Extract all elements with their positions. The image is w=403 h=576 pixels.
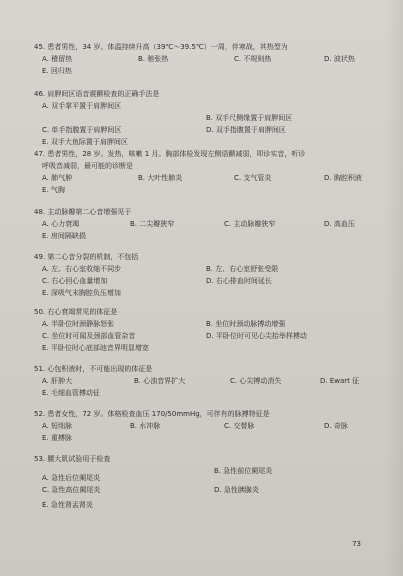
option-a: A. 肝肿大 [42, 377, 73, 385]
option-e: E. 平卧位时心底部池音界明显增宽 [42, 344, 149, 352]
question-46 [34, 88, 386, 148]
option-d: D. 奇脉 [324, 422, 348, 430]
option-c: C. 不规则热 [234, 55, 272, 63]
question-48 [34, 206, 386, 242]
option-b: B. 二尖瓣狭窄 [130, 220, 175, 228]
option-d: D. 胸腔积液 [324, 174, 362, 182]
question-51 [34, 363, 386, 399]
option-a: A. 双手掌平置于肩胛间区 [42, 102, 122, 110]
option-b: B. 坐位时颈动脉搏动增强 [206, 320, 286, 328]
option-c: C. 心尖搏动消失 [230, 377, 282, 385]
option-a: A. 短绌脉 [42, 422, 73, 430]
page-number: 73 [352, 540, 361, 548]
question-stem: 45. 患者男性，34 岁。体温持续升高（39℃～39.5℃）一周，伴寒战，其热型为 [34, 43, 288, 51]
question-stem: 47. 患者男性，28 岁。发热，咳嗽 1 月。胸部体检发现左侧语颤减弱，叩诊实音，听诊 [34, 150, 306, 158]
option-e: E. 双手大鱼际置于肩胛间区 [42, 138, 128, 146]
option-b: B. 水冲脉 [130, 422, 161, 430]
option-b: B. 大叶性肺炎 [138, 174, 183, 182]
option-e: E. 急性肾盂肾炎 [42, 501, 93, 509]
question-52 [34, 408, 386, 444]
option-c: C. 坐位时可闻及颈部血管杂音 [42, 332, 136, 340]
question-50 [34, 306, 386, 354]
option-e: E. 重搏脉 [42, 434, 72, 442]
option-e: E. 回归热 [42, 67, 72, 75]
question-49 [34, 251, 386, 299]
question-45 [34, 41, 386, 77]
option-d: D. 高血压 [324, 220, 355, 228]
option-d: D. 双手指腹置于肩胛间区 [206, 126, 286, 134]
option-c: C. 右心回心血量增加 [42, 277, 108, 285]
option-d: D. 急性胰腺炎 [214, 486, 259, 494]
option-d: D. 平卧位时可见心尖抬举样搏动 [206, 332, 307, 340]
question-stem: 53. 腰大肌试验用于检查 [34, 455, 111, 463]
option-d: D. 波状热 [324, 55, 355, 63]
option-d: D. 右心排血时间延长 [206, 277, 272, 285]
question-stem: 52. 患者女性，72 岁。体格检查血压 170/50mmHg，可伴有的脉搏特征是 [34, 410, 270, 418]
option-a: A. 心力衰竭 [42, 220, 80, 228]
option-e: E. 气胸 [42, 186, 65, 194]
question-stem: 48. 主动脉瓣第二心音增强见于 [34, 208, 132, 216]
option-b: B. 左、右心室舒张受限 [206, 265, 279, 273]
option-b: B. 急性前位阑尾炎 [214, 467, 273, 475]
page-edge-shadow [385, 0, 403, 576]
option-a: A. 急性后位阑尾炎 [42, 474, 101, 482]
option-e: E. 毛细血管搏动征 [42, 389, 100, 397]
option-b: B. 驰张热 [138, 55, 169, 63]
option-a: A. 半卧位时颈静脉怒张 [42, 320, 115, 328]
question-stem: 46. 肩胛间区语音震颤检查的正确手法是 [34, 90, 160, 98]
option-a: A. 肺气肿 [42, 174, 73, 182]
question-47 [34, 148, 386, 196]
question-stem: 50. 右心衰竭常见的体征是 [34, 308, 118, 316]
option-e: E. 房间隔缺损 [42, 232, 86, 240]
option-c: C. 急性高位阑尾炎 [42, 486, 101, 494]
option-a: A. 左、右心室收缩不同步 [42, 265, 122, 273]
option-c: C. 交替脉 [224, 422, 255, 430]
option-a: A. 稽留热 [42, 55, 73, 63]
option-c: C. 支气管炎 [234, 174, 272, 182]
question-stem: 51. 心包积液时，不可能出现的体征是 [34, 365, 153, 373]
option-c: C. 单手指腹置于肩胛间区 [42, 126, 122, 134]
option-b: B. 双手尺侧缘置于肩胛间区 [206, 114, 293, 122]
question-stem: 49. 第二心音分裂的机制，不包括 [34, 253, 139, 261]
question-stem-continued: 呼吸音减弱，最可能的诊断是 [42, 162, 133, 170]
option-c: C. 主动脉瓣狭窄 [224, 220, 276, 228]
question-53 [34, 453, 386, 511]
option-d: D. Ewart 征 [320, 377, 360, 385]
option-b: B. 心浊音界扩大 [134, 377, 186, 385]
option-e: E. 深吸气末胸腔负压增加 [42, 289, 121, 297]
